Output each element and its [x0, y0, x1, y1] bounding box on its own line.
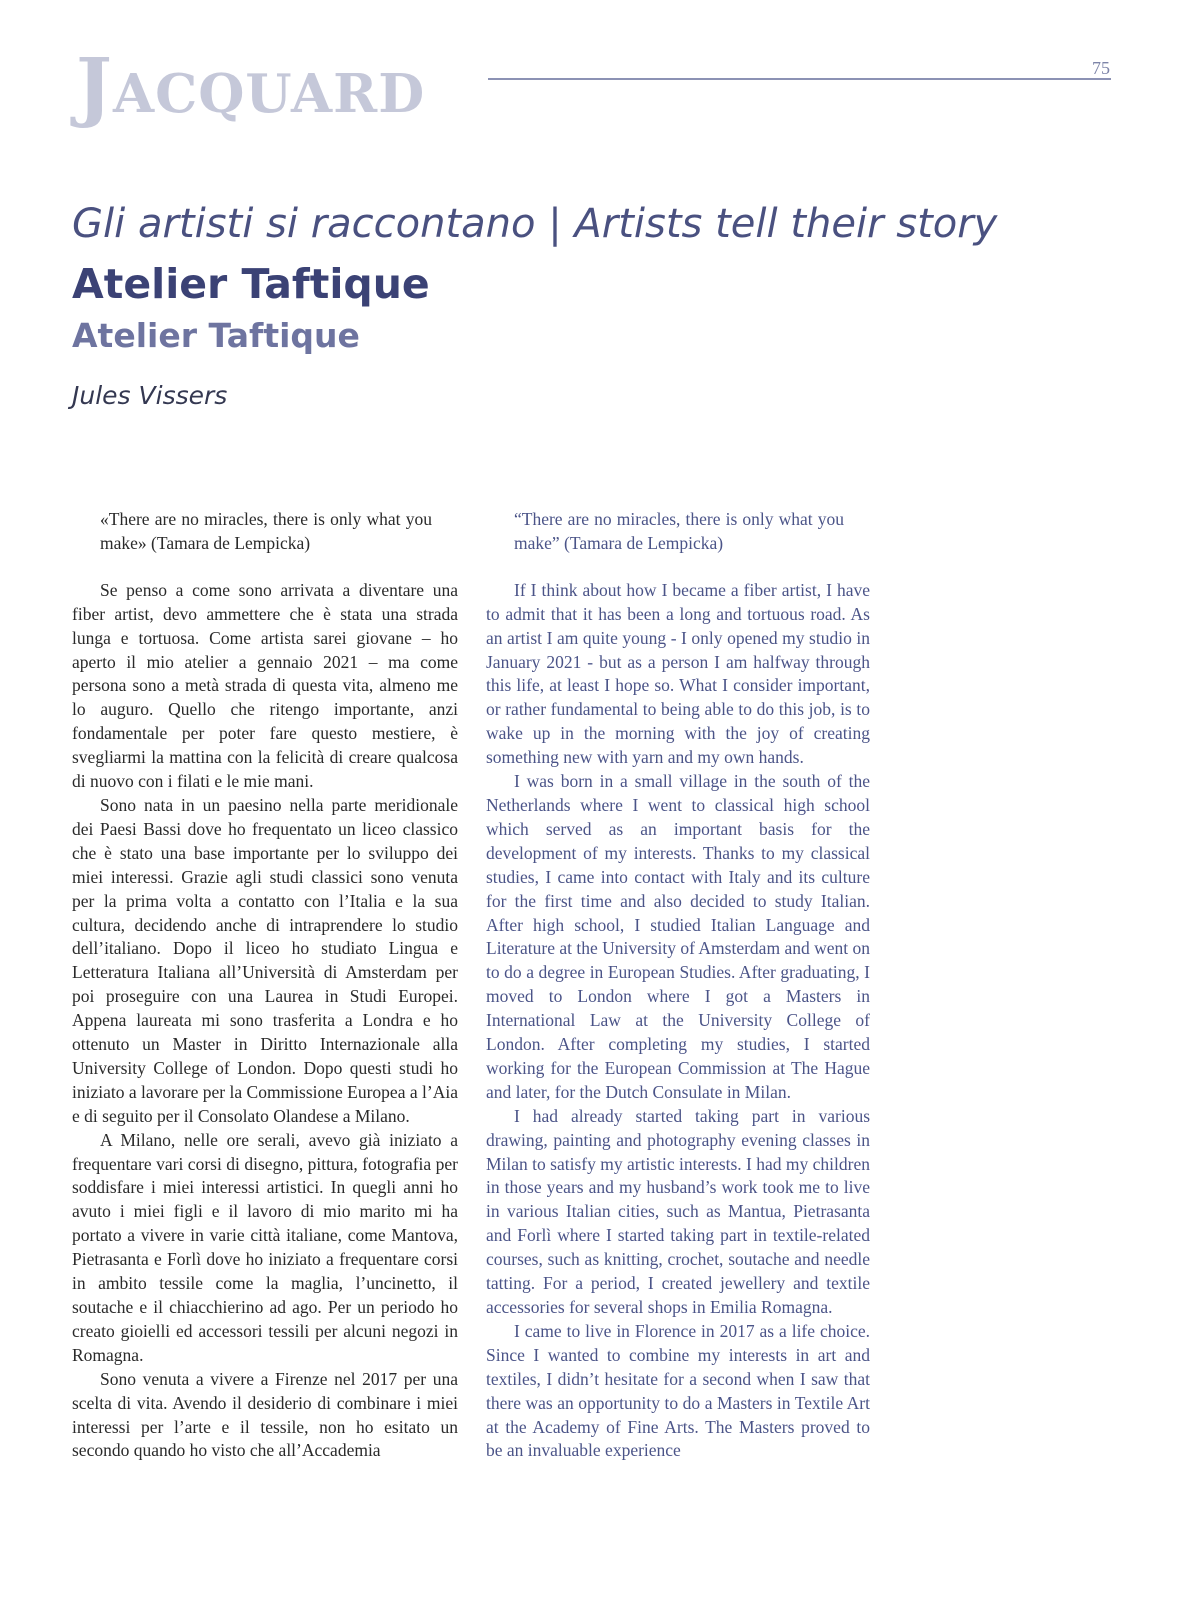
english-paragraph-1: If I think about how I became a fiber artist, I have to admit that it has been a long and tortuous road. As an artist I am quite young - I only opened my studio in January 2021 - but as a person I am halfway through this life, at least I hope so. What I consider important, or rather fundamental to being able to do this job, is to wake up in the morning with the joy of creating something new with yarn and my own hands. [486, 579, 870, 768]
italian-paragraph-1: Se penso a come sono arrivata a diventare una fiber artist, devo ammettere che è stata una strada lunga e tortuosa. Come artista sarei giovane – ho aperto il mio atelier a gennaio 2021 – ma come persona sono a metà strada di questa vita, almeno me lo auguro. Quello che ritengo importante, anzi fondamentale per poter fare questo mestiere, è svegliarmi la mattina con la felicità di creare qualcosa di nuovo con i filati e le mie mani. [72, 579, 458, 792]
italian-column [72, 508, 458, 1463]
english-paragraph-3: I had already started taking part in various drawing, painting and photography evening classes in Milan to satisfy my artistic interests. I had my children in those years and my husband’s work took me to live in various Italian cities, such as Mantua, Pietrasanta and Forlì where I started taking part in textile-related courses, such as knitting, crochet, soutache and needle tatting. For a period, I created jewellery and textile accessories for several shops in Emilia Romagna. [486, 1105, 870, 1317]
magazine-masthead: Jacquard [76, 41, 426, 130]
italian-epigraph: «There are no miracles, there is only what you make» (Tamara de Lempicka) [100, 509, 432, 553]
header-rule [488, 78, 1111, 80]
page-number: 75 [1092, 58, 1110, 78]
article-title: Atelier Taftique [72, 260, 430, 308]
english-paragraph-2: I was born in a small village in the south of the Netherlands where I went to classical high school which served as an important basis for the development of my interests. Thanks to my classical studies, I came into contact with Italy and its culture for the first time and also decided to study Italian. After high school, I studied Italian Language and Literature at the University of Amsterdam and went on to do a degree in European Studies. After graduating, I moved to London where I got a Masters in International Law at the University College of London. After completing my studies, I started working for the European Commission at The Hague and later, for the Dutch Consulate in Milan. [486, 771, 870, 1102]
english-epigraph: “There are no miracles, there is only what you make” (Tamara de Lempicka) [514, 509, 844, 553]
italian-paragraph-3: A Milano, nelle ore serali, avevo già iniziato a frequentare vari corsi di disegno, pittura, fotografia per soddisfare i miei interessi artistici. In quegli anni ho avuto i miei figli e il lavoro di mio marito mi ha portato a vivere in varie città italiane, come Mantova, Pietrasanta e Forlì dove ho iniziato a frequentare corsi in ambito tessile come la maglia, l’uncinetto, il soutache e il chiacchierino ad ago. Per un periodo ho creato gioielli ed accessori tessili per alcuni negozi in Romagna. [72, 1129, 458, 1365]
article-subtitle: Atelier Taftique [72, 316, 360, 355]
italian-paragraph-2: Sono nata in un paesino nella parte meridionale dei Paesi Bassi dove ho frequentato un liceo classico che è stato una base importante per lo sviluppo dei miei interessi. Grazie agli studi classici sono venuta per la prima volta a contatto con l’Italia e la sua cultura, decidendo anche di intraprendere lo studio dell’italiano. Dopo il liceo ho studiato Lingua e Letteratura Italiana all’Università di Amsterdam per poi proseguire con una Laurea in Studi Europei. Appena laureata mi sono trasferita a Londra e ho ottenuto un Master in Diritto Internazionale alla University College of London. Dopo questi studi ho iniziato a lavorare per la Commissione Europea a l’Aia e di seguito per il Consolato Olandese a Milano. [72, 794, 458, 1126]
english-column [486, 508, 870, 1463]
english-paragraph-4: I came to live in Florence in 2017 as a life choice. Since I wanted to combine my interests in art and textiles, I didn’t hesitate for a second when I saw that there was an opportunity to do a Masters in Textile Art at the Academy of Fine Arts. The Masters proved to be an invaluable experience [486, 1320, 870, 1461]
section-label: Gli artisti si raccontano | Artists tell their story [72, 201, 998, 247]
italian-paragraph-4: Sono venuta a vivere a Firenze nel 2017 per una scelta di vita. Avendo il desiderio di combinare i miei interessi per l’arte e il tessile, non ho esitato un secondo quando ho visto che all’Accademia [72, 1368, 458, 1461]
article-author: Jules Vissers [72, 381, 228, 410]
